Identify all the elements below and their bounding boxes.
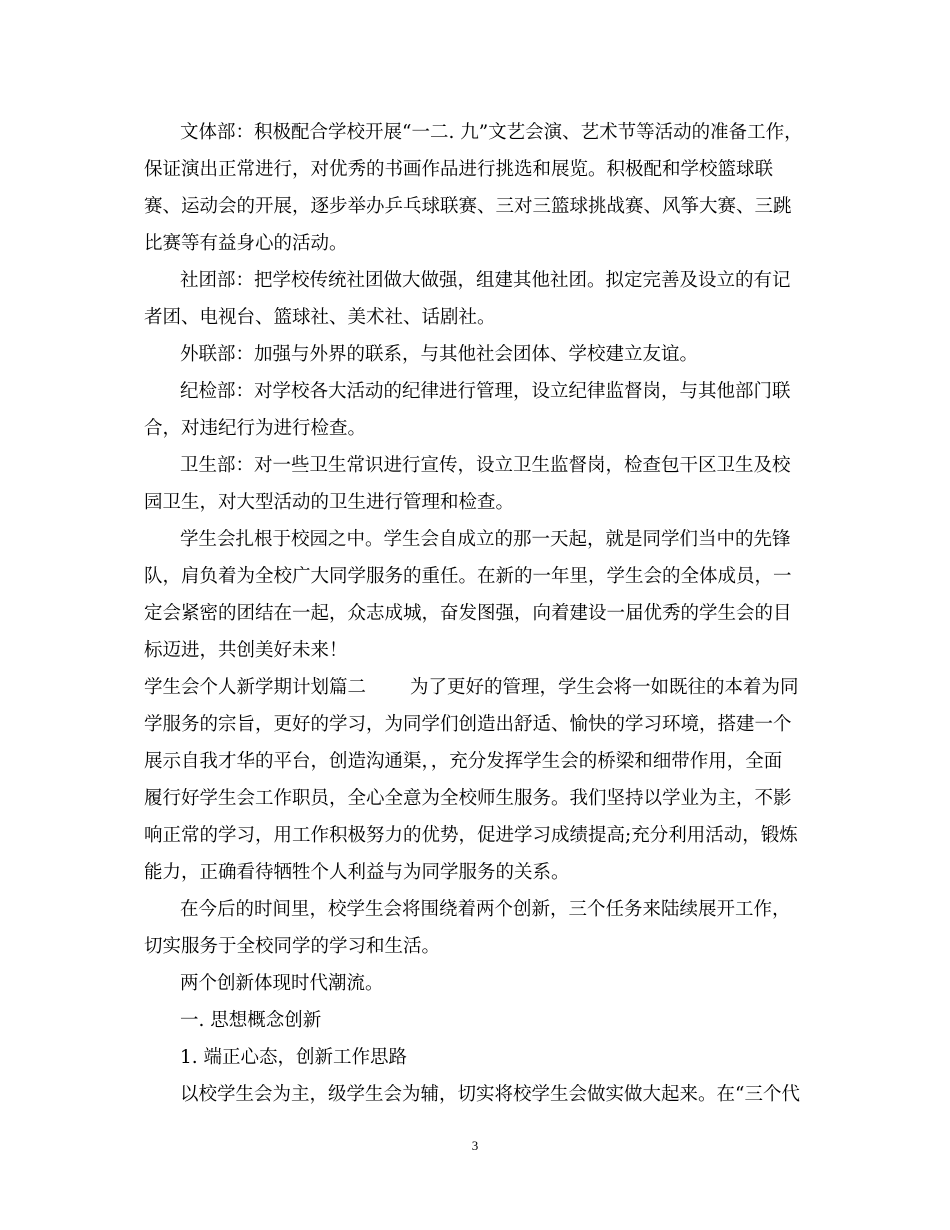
paragraph-line: 卫生部：对一些卫生常识进行宣传，设立卫生监督岗，检查包干区卫生及校 [180,455,791,476]
paragraph-line: 者团、电视台、篮球社、美术社、话剧社。 [144,307,496,328]
paragraph-line: 比赛等有益身心的活动。 [144,233,348,254]
paragraph-line: 社团部：把学校传统社团做大做强，组建其他社团。拟定完善及设立的有记 [180,270,791,291]
paragraph-line: 学服务的宗旨，更好的学习，为同学们创造出舒适、愉快的学习环境，搭建一个 [144,714,792,735]
paragraph-line: 纪检部：对学校各大活动的纪律进行管理，设立纪律监督岗，与其他部门联 [180,381,791,402]
paragraph-line: 履行好学生会工作职员，全心全意为全校师生服务。我们坚持以学业为主，不影 [144,788,792,809]
section-heading-line [144,677,799,699]
paragraph-line: 以校学生会为主，级学生会为辅，切实将校学生会做实做大起来。在“三个代 [180,1084,800,1105]
paragraph-line: 定会紧密的团结在一起，众志成城，奋发图强，向着建设一届优秀的学生会的目 [144,603,792,624]
paragraph-line: 学生会扎根于校园之中。学生会自成立的那一天起，就是同学们当中的先锋 [180,529,791,550]
paragraph-line: 园卫生，对大型活动的卫生进行管理和检查。 [144,492,515,513]
paragraph-line: 响正常的学习，用工作积极努力的优势，促进学习成绩提高;充分利用活动，锻炼 [144,825,798,846]
page-number: 3 [471,1138,479,1153]
paragraph-line: 合，对违纪行为进行检查。 [144,418,367,439]
paragraph-line: 在今后的时间里，校学生会将围绕着两个创新，三个任务来陆续展开工作， [180,899,791,920]
paragraph-line: 切实服务于全校同学的学习和生活。 [144,936,441,957]
paragraph-line: 队，肩负着为全校广大同学服务的重任。在新的一年里，学生会的全体成员，一 [144,566,792,587]
list-item-line: 1. 端正心态，创新工作思路 [180,1047,408,1068]
paragraph-line: 外联部：加强与外界的联系，与其他社会团体、学校建立友谊。 [180,344,699,365]
section-heading: 学生会个人新学期计划篇二 [144,677,367,698]
paragraph-line: 保证演出正常进行，对优秀的书画作品进行挑选和展览。积极配和学校篮球联 [144,159,774,180]
paragraph-line: 文体部：积极配合学校开展“一二. 九”文艺会演、艺术节等活动的准备工作， [180,122,803,143]
paragraph-line: 赛、运动会的开展，逐步举办乒乓球联赛、三对三篮球挑战赛、风筝大赛、三跳 [144,196,792,217]
paragraph-line: 两个创新体现时代潮流。 [180,973,384,994]
paragraph-line: 展示自我才华的平台，创造沟通渠，，充分发挥学生会的桥梁和细带作用，全面 [144,751,783,772]
paragraph-line: 能力，正确看待牺牲个人利益与为同学服务的关系。 [144,862,570,883]
list-heading-line: 一. 思想概念创新 [180,1010,322,1031]
paragraph-line: 标迈进，共创美好未来！ [144,640,348,661]
paragraph-text: 为了更好的管理，学生会将一如既往的本着为同 [410,677,799,698]
